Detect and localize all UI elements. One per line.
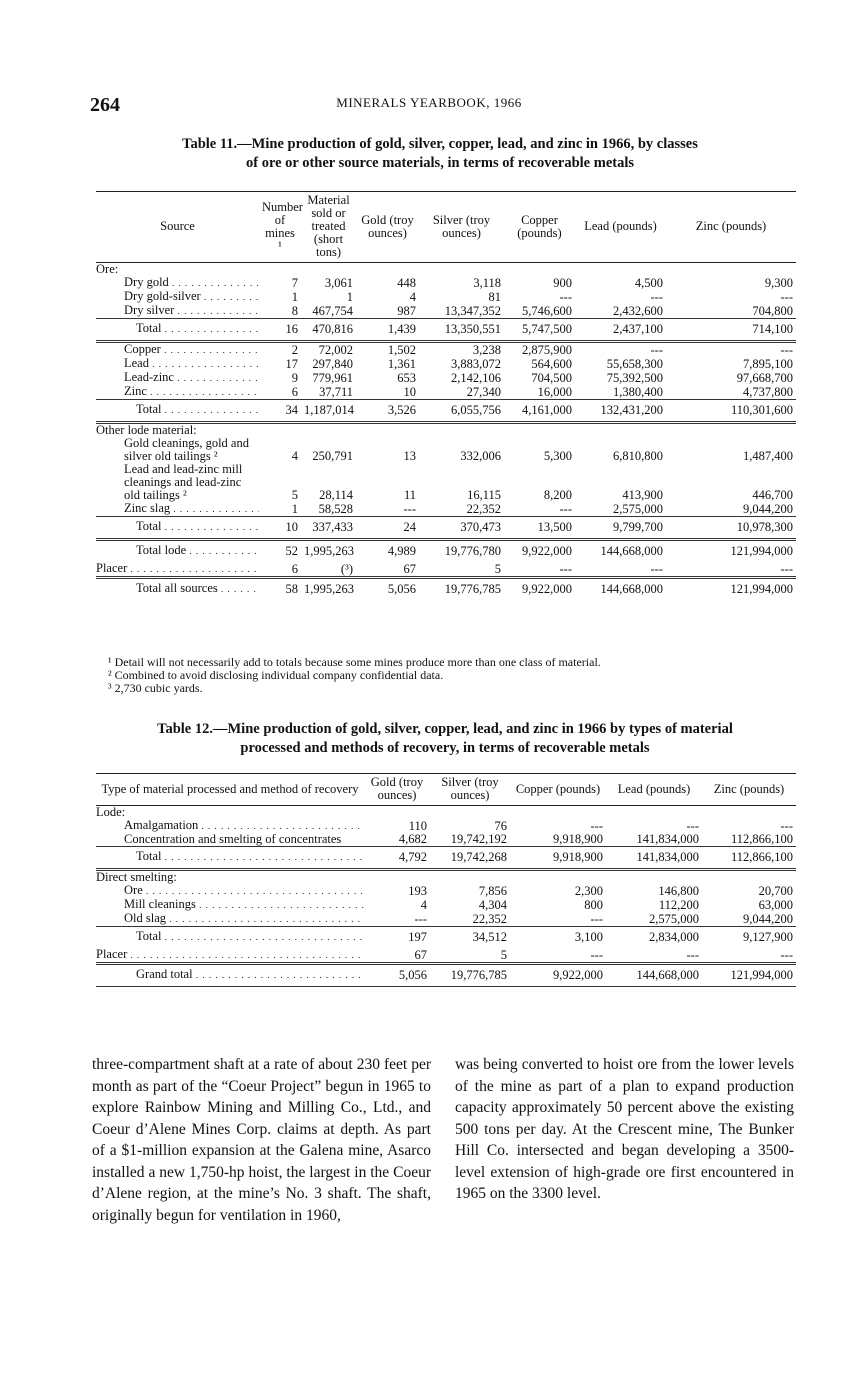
row-label-text: Total: [136, 402, 162, 416]
table-cell: 413,900: [622, 488, 663, 502]
table-row: [96, 540, 796, 563]
row-label-text: Mill cleanings: [124, 898, 196, 911]
table-cell: 9,918,900: [553, 832, 603, 846]
table-cell: 2,437,100: [575, 319, 666, 342]
table-cell: 13,500: [504, 517, 575, 540]
table-cell: 4,989: [356, 540, 419, 563]
table-cell: [702, 870, 796, 885]
table-cell: 16: [259, 319, 301, 342]
table-cell: 9,922,000: [504, 540, 575, 563]
table-row: [96, 385, 796, 400]
table-cell: 141,834,000: [636, 832, 699, 846]
row-label: [96, 870, 364, 885]
table12-header: Silver (troy ounces): [441, 775, 499, 802]
table-cell: 446,700: [752, 488, 793, 502]
row-label: [96, 517, 259, 540]
row-label-text: Dry silver: [124, 304, 175, 317]
table-cell: 55,658,300: [606, 357, 663, 371]
row-label-text: Grand total: [136, 967, 193, 981]
table-cell: [356, 263, 419, 277]
table-row: [96, 578, 796, 601]
table-cell: 197: [364, 927, 430, 949]
row-label: [96, 423, 259, 438]
table-cell: [301, 423, 356, 438]
table-cell: ---: [666, 342, 796, 358]
table-cell: 144,668,000: [575, 578, 666, 601]
table-cell: 4,161,000: [504, 400, 575, 423]
table-cell: ---: [590, 948, 603, 962]
body-text-column-2: was being converted to hoist ore from the lower levels of the mine as part of a plan to expand production capacity approximately 50 percent above the existing 500 tons per day. At the Crescent mine, The Bunker Hill Co. intersected and began developing a 3500-level extension of high-grade ore first encountered in 1965 on the 3300 level.: [455, 1056, 794, 1202]
table-cell: ---: [686, 819, 699, 833]
table-row: [96, 276, 796, 290]
table-cell: 4,737,800: [743, 385, 793, 399]
row-label-text: Total: [136, 519, 162, 533]
table-cell: [419, 423, 504, 438]
table-cell: 16,115: [467, 488, 501, 502]
table-cell: 146,800: [658, 884, 699, 898]
table-cell: 76: [494, 819, 507, 833]
table-cell: 13,350,551: [419, 319, 504, 342]
table-cell: [702, 806, 796, 820]
table-cell: 448: [397, 276, 416, 290]
table-cell: 17: [285, 357, 298, 371]
table12: [96, 773, 796, 987]
table-cell: 9,044,200: [743, 502, 793, 516]
table-cell: 5: [494, 562, 501, 576]
table-cell: 7,856: [478, 884, 507, 898]
row-label-text: Dry gold-silver: [124, 290, 201, 303]
row-label-text: Gold cleanings, gold and silver old tailings ²: [124, 436, 249, 463]
table-cell: 3,238: [419, 342, 504, 358]
table12-caption-line1: Table 12.—Mine production of gold, silver, copper, lead, and zinc in 1966 by types of material: [157, 721, 733, 737]
table-cell: 1,995,263: [301, 578, 356, 601]
row-label: [96, 578, 259, 601]
table-cell: [430, 870, 510, 885]
table-cell: 1,439: [356, 319, 419, 342]
row-label-text: Ore:: [96, 262, 119, 276]
table-row: [96, 847, 796, 870]
table-cell: 4,304: [478, 898, 507, 912]
table-cell: 5: [500, 948, 507, 962]
table-cell: 37,711: [319, 385, 353, 399]
table-cell: [504, 263, 575, 277]
table11-header: Copper (pounds): [517, 212, 562, 240]
table12-header: Zinc (pounds): [713, 781, 785, 796]
table-cell: ---: [559, 290, 572, 304]
table-cell: [430, 806, 510, 820]
row-label-text: Concentration and smelting of concentrates: [124, 832, 342, 846]
table-cell: 67: [403, 562, 416, 576]
table-row: [96, 806, 796, 820]
table11-footnote: ² Combined to avoid disclosing individual company confidential data.: [108, 668, 444, 682]
table-row: [96, 870, 796, 885]
table-cell: [419, 263, 504, 277]
row-label: [96, 562, 259, 578]
row-label-text: Total: [136, 929, 162, 943]
row-label: [96, 385, 259, 400]
table-cell: 250,791: [312, 449, 353, 463]
table-cell: 58: [259, 578, 301, 601]
row-label-text: Placer: [96, 562, 128, 575]
row-label-text: Placer: [96, 948, 128, 961]
table-cell: 72,002: [301, 342, 356, 358]
table-cell: 144,668,000: [606, 964, 702, 987]
row-label-text: Lead-zinc: [124, 371, 174, 384]
table-row: [96, 833, 796, 847]
table-cell: 987: [397, 304, 416, 318]
table-cell: (³): [340, 562, 353, 576]
table-cell: [259, 423, 301, 438]
table-cell: 9,918,900: [510, 847, 606, 870]
table-cell: 1: [291, 502, 298, 516]
table-cell: 900: [553, 276, 572, 290]
row-label: [96, 357, 259, 371]
table-cell: 800: [584, 898, 603, 912]
table-cell: 132,431,200: [575, 400, 666, 423]
table-cell: 112,866,100: [702, 847, 796, 870]
table-cell: ---: [414, 912, 427, 926]
table-cell: 19,742,192: [450, 832, 507, 846]
table-cell: 337,433: [301, 517, 356, 540]
table-cell: 11: [403, 488, 416, 502]
table-row: [96, 437, 796, 463]
table-cell: 112,200: [658, 898, 699, 912]
table-cell: 34: [259, 400, 301, 423]
table-cell: 7,895,100: [743, 357, 793, 371]
table-cell: 1: [346, 290, 353, 304]
row-label-text: Ore: [124, 884, 143, 897]
table-cell: 1: [291, 290, 298, 304]
table-cell: [606, 870, 702, 885]
table-cell: 2,142,106: [451, 371, 501, 385]
table-cell: 9,127,900: [702, 927, 796, 949]
table-cell: 370,473: [419, 517, 504, 540]
row-label: [96, 290, 259, 304]
row-label: [96, 276, 259, 290]
table-cell: 2,834,000: [606, 927, 702, 949]
table-cell: 5,300: [543, 449, 572, 463]
table12-header: Gold (troy ounces): [370, 775, 424, 802]
table-row: [96, 304, 796, 319]
row-label-text: Total: [136, 849, 162, 863]
table-cell: ---: [780, 290, 793, 304]
table-cell: 470,816: [301, 319, 356, 342]
table-cell: [504, 423, 575, 438]
row-label: [96, 502, 259, 517]
table-cell: [510, 870, 606, 885]
table-cell: 2,875,900: [504, 342, 575, 358]
row-label: [96, 847, 364, 870]
table11-header: Zinc (pounds): [695, 219, 767, 233]
table-cell: 10: [403, 385, 416, 399]
table-row: [96, 898, 796, 912]
row-label-text: Direct smelting:: [96, 870, 177, 884]
table-cell: [606, 806, 702, 820]
table-cell: [259, 263, 301, 277]
table-cell: 144,668,000: [575, 540, 666, 563]
table-cell: 2: [259, 342, 301, 358]
table-cell: 9,044,200: [743, 912, 793, 926]
table-cell: 653: [397, 371, 416, 385]
table-cell: 67: [414, 948, 427, 962]
table-cell: 9,300: [764, 276, 793, 290]
table-cell: 7: [291, 276, 298, 290]
row-label-text: Old slag: [124, 912, 167, 925]
table-cell: 4,682: [398, 832, 427, 846]
table11-header: Silver (troy ounces): [432, 212, 491, 240]
table-cell: 704,800: [752, 304, 793, 318]
row-label: [96, 400, 259, 423]
table-cell: ---: [559, 562, 572, 576]
table-cell: ---: [650, 290, 663, 304]
table-cell: 332,006: [460, 449, 501, 463]
table-cell: 10,978,300: [666, 517, 796, 540]
table-cell: 4: [420, 898, 427, 912]
table-cell: 1,487,400: [743, 449, 793, 463]
table-cell: 19,776,785: [419, 578, 504, 601]
table-cell: 75,392,500: [606, 371, 663, 385]
row-label-text: Other lode material:: [96, 423, 197, 437]
row-label-text: Total: [136, 321, 162, 335]
table-cell: 467,754: [312, 304, 353, 318]
row-label-text: Zinc slag: [124, 502, 171, 515]
table-cell: 779,961: [312, 371, 353, 385]
row-label-text: Amalgamation: [124, 819, 199, 832]
row-label: [96, 948, 364, 964]
table-cell: 5,746,600: [522, 304, 572, 318]
row-label-text: Dry gold: [124, 276, 169, 289]
table-cell: [301, 263, 356, 277]
table-cell: [356, 423, 419, 438]
table-cell: ---: [780, 948, 793, 962]
table-cell: 564,600: [531, 357, 572, 371]
table-cell: 110: [408, 819, 427, 833]
table-cell: 34,512: [430, 927, 510, 949]
table-cell: ---: [590, 912, 603, 926]
table11-header: Gold (troy ounces): [361, 212, 414, 240]
table-cell: [666, 263, 796, 277]
table-cell: [510, 806, 606, 820]
table-cell: 10: [259, 517, 301, 540]
table-cell: 2,575,000: [613, 502, 663, 516]
table-cell: 5,056: [356, 578, 419, 601]
row-label-text: Zinc: [124, 385, 147, 398]
page-number: 264: [90, 94, 120, 116]
table-row: [96, 463, 796, 502]
table-cell: 1,361: [387, 357, 416, 371]
table-cell: 3,118: [473, 276, 501, 290]
table-cell: 2,300: [574, 884, 603, 898]
row-label-text: Lead and lead-zinc mill cleanings and lead-zinc old tailings ²: [124, 462, 243, 502]
table-cell: 3,100: [510, 927, 606, 949]
table-cell: 19,776,785: [430, 964, 510, 987]
row-label: [96, 912, 364, 927]
table-cell: 110,301,600: [666, 400, 796, 423]
table-cell: 8,200: [543, 488, 572, 502]
table12-header: Type of material processed and method of recovery: [101, 781, 359, 796]
table-cell: 24: [356, 517, 419, 540]
table-cell: 58,528: [318, 502, 353, 516]
table-row: [96, 517, 796, 540]
table-cell: 52: [259, 540, 301, 563]
row-label: [96, 540, 259, 563]
table-cell: 3,526: [356, 400, 419, 423]
table-cell: 8: [291, 304, 298, 318]
table-row: [96, 400, 796, 423]
table-cell: ---: [559, 502, 572, 516]
table-cell: 4,500: [634, 276, 663, 290]
table-cell: ---: [590, 819, 603, 833]
table-cell: ---: [403, 502, 416, 516]
table-cell: 4: [291, 449, 298, 463]
table-cell: 297,840: [312, 357, 353, 371]
table-cell: [575, 263, 666, 277]
table11-header: Material sold or treated (short tons): [307, 193, 350, 259]
running-head: MINERALS YEARBOOK, 1966: [336, 95, 522, 110]
table11-header: Lead (pounds): [584, 219, 657, 233]
row-label-text: Total all sources: [136, 581, 218, 595]
table-row: [96, 319, 796, 342]
row-label: [96, 304, 259, 319]
body-text-column-1: three-compartment shaft at a rate of about 230 feet per month as part of the “Coeur Project” begun in 1965 to explore Rainbow Mining and Milling Co., Ltd., and Coeur d’Alene Mines Corp. claims at depth. As part of a $1-million expansion at the Galena mine, Asarco installed a new 1,750-hp hoist, the largest in the Coeur d’Alene region, at the mine’s No. 3 shaft. The shaft, originally begun for ventilation in 1960,: [92, 1056, 431, 1224]
table-cell: 6,055,756: [419, 400, 504, 423]
table-cell: 13: [403, 449, 416, 463]
table-cell: 1,187,014: [301, 400, 356, 423]
table-cell: ---: [686, 948, 699, 962]
table-cell: 9,799,700: [575, 517, 666, 540]
table11-caption-line1: Table 11.—Mine production of gold, silver, copper, lead, and zinc in 1966, by classes: [182, 136, 698, 152]
table-cell: [364, 806, 430, 820]
row-label: [96, 927, 364, 949]
table-cell: 5,056: [364, 964, 430, 987]
table-row: [96, 964, 796, 987]
table-cell: 9,922,000: [504, 578, 575, 601]
table-cell: 121,994,000: [666, 540, 796, 563]
row-label: [96, 884, 364, 898]
row-label: [96, 371, 259, 385]
table-row: [96, 912, 796, 927]
table12-caption-line2: processed and methods of recovery, in terms of recoverable metals: [240, 740, 650, 756]
table-cell: 97,668,700: [736, 371, 793, 385]
table-cell: [575, 423, 666, 438]
table-row: [96, 884, 796, 898]
table-row: [96, 342, 796, 358]
table-cell: ---: [650, 562, 663, 576]
row-label: [96, 806, 364, 820]
table-cell: 63,000: [758, 898, 793, 912]
table-cell: 27,340: [466, 385, 501, 399]
table-cell: 19,742,268: [430, 847, 510, 870]
table-row: [96, 423, 796, 438]
table-row: [96, 357, 796, 371]
table-cell: 6,810,800: [613, 449, 663, 463]
table12-header: Lead (pounds): [617, 781, 691, 796]
row-label: [96, 463, 259, 502]
table11-header: Number of mines ¹: [262, 199, 303, 253]
table-cell: 1,380,400: [613, 385, 663, 399]
row-label-text: Lead: [124, 357, 149, 370]
table-cell: 6: [291, 562, 298, 576]
table11-header: Source: [160, 219, 195, 233]
table-cell: 2,432,600: [613, 304, 663, 318]
table11-footnote: ³ 2,730 cubic yards.: [108, 681, 203, 695]
row-label: [96, 833, 364, 847]
table-cell: 19,776,780: [419, 540, 504, 563]
row-label: [96, 898, 364, 912]
row-label: [96, 819, 364, 833]
row-label: [96, 964, 364, 987]
table-cell: 112,866,100: [730, 832, 793, 846]
table-row: [96, 371, 796, 385]
table-cell: 3,883,072: [451, 357, 501, 371]
table-cell: 4,792: [364, 847, 430, 870]
table11-caption-line2: of ore or other source materials, in terms of recoverable metals: [245, 155, 635, 171]
table-cell: 5,747,500: [504, 319, 575, 342]
table-cell: [364, 870, 430, 885]
table-cell: 1,995,263: [301, 540, 356, 563]
table-cell: 193: [408, 884, 427, 898]
table-row: [96, 502, 796, 517]
table-cell: 1,502: [356, 342, 419, 358]
table-cell: 704,500: [531, 371, 572, 385]
table-row: [96, 948, 796, 964]
table-row: [96, 290, 796, 304]
table-cell: 6: [291, 385, 298, 399]
table-cell: 9: [291, 371, 298, 385]
table-cell: 16,000: [537, 385, 572, 399]
row-label: [96, 319, 259, 342]
row-label: [96, 263, 259, 277]
table-cell: ---: [780, 562, 793, 576]
table-cell: 141,834,000: [606, 847, 702, 870]
table-cell: 2,575,000: [649, 912, 699, 926]
table-cell: ---: [575, 342, 666, 358]
table-cell: 81: [488, 290, 501, 304]
table-cell: 714,100: [666, 319, 796, 342]
table-cell: 22,352: [472, 912, 507, 926]
table-row: [96, 927, 796, 949]
table-cell: 121,994,000: [666, 578, 796, 601]
table-row: [96, 562, 796, 578]
row-label: [96, 342, 259, 358]
table-row: [96, 263, 796, 277]
table-cell: 3,061: [324, 276, 353, 290]
table-cell: 5: [291, 488, 298, 502]
table-cell: [666, 423, 796, 438]
table-cell: 4: [409, 290, 416, 304]
table-row: [96, 819, 796, 833]
table-cell: 121,994,000: [702, 964, 796, 987]
table-cell: 20,700: [758, 884, 793, 898]
row-label-text: Lode:: [96, 805, 126, 819]
table-cell: 9,922,000: [510, 964, 606, 987]
table11: [96, 191, 796, 600]
row-label-text: Total lode: [136, 543, 187, 557]
table-cell: ---: [780, 819, 793, 833]
table-cell: 28,114: [319, 488, 353, 502]
table11-footnote: ¹ Detail will not necessarily add to totals because some mines produce more than one class of material.: [108, 655, 601, 669]
table-cell: 22,352: [466, 502, 501, 516]
table12-header: Copper (pounds): [515, 781, 601, 796]
row-label: [96, 437, 259, 463]
table-cell: 13,347,352: [444, 304, 501, 318]
row-label-text: Copper: [124, 342, 161, 356]
